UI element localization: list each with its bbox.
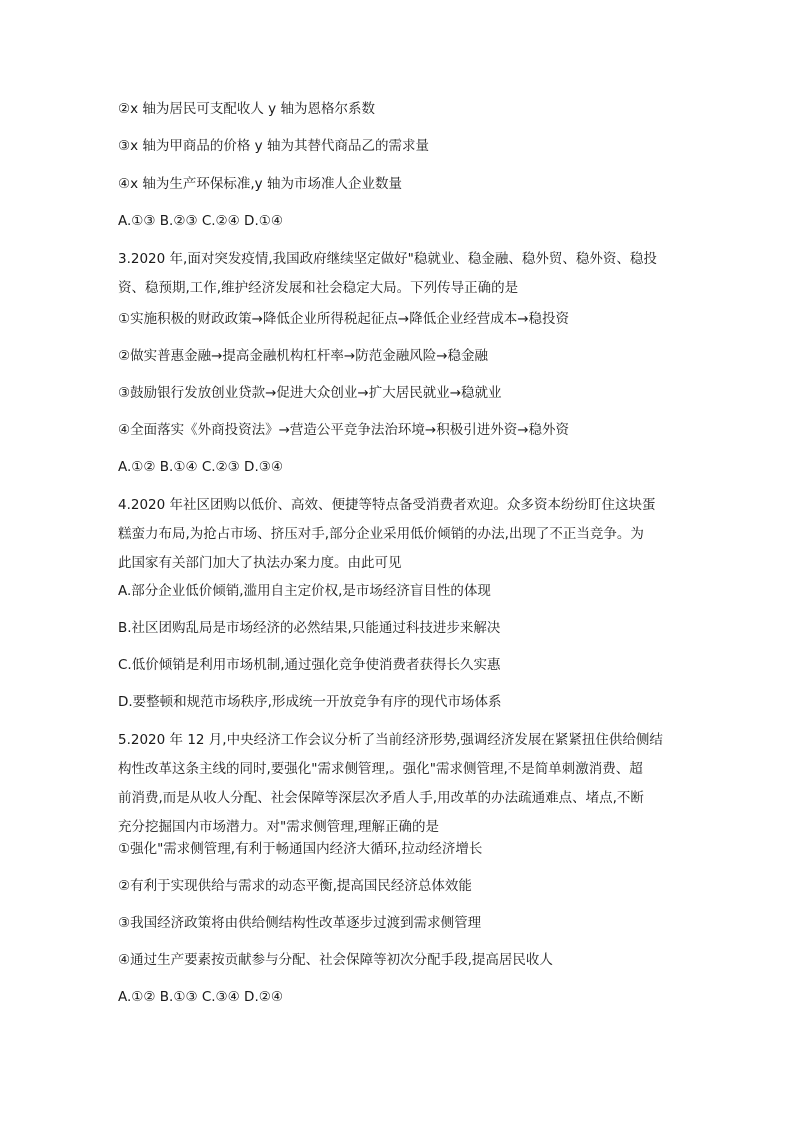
q3-stem bbox=[118, 245, 684, 303]
q5-option-2: ②有利于实现供给与需求的动态平衡,提高国民经济总体效能 bbox=[118, 878, 472, 894]
q3-option-2: ②做实普惠金融→提高金融机构杠杆率→防范金融风险→稳金融 bbox=[118, 348, 489, 364]
q2-answer-choices: A.①③ B.②③ C.②④ D.①④ bbox=[118, 213, 283, 229]
q2-option-2: ②x 轴为居民可支配收人 y 轴为恩格尔系数 bbox=[118, 101, 375, 117]
q4-option-d: D.要整顿和规范市场秩序,形成统一开放竞争有序的现代市场体系 bbox=[118, 694, 502, 710]
q5-stem-line: 前消费,而是从收人分配、社会保障等深层次矛盾人手,用改革的办法疏通难点、堵点,不断 bbox=[118, 790, 644, 806]
q5-stem-line: 构性改革这条主线的同时,要强化"需求侧管理,。强化"需求侧管理,不是简单刺激消费、超 bbox=[118, 761, 643, 777]
q5-stem-line: 充分挖掘国内市场潜力。对"需求侧管理,理解正确的是 bbox=[118, 819, 440, 835]
q4-stem-line: 4.2020 年社区团购以低价、高效、便捷等特点备受消费者欢迎。众多资本纷纷盯住这块蛋 bbox=[118, 497, 656, 513]
q3-stem-line: 资、稳预期,工作,维护经济发展和社会稳定大局。下列传导正确的是 bbox=[118, 280, 519, 296]
q4-stem-line: 糕蛮力布局,为抢占市场、挤压对手,部分企业采用低价倾销的办法,出现了不正当竞争。为 bbox=[118, 526, 644, 542]
q5-stem bbox=[118, 726, 684, 842]
q3-option-4: ④全面落实《外商投资法》→营造公平竞争法治环境→积极引进外资→稳外资 bbox=[118, 422, 570, 438]
q5-option-1: ①强化"需求侧管理,有利于畅通国内经济大循环,拉动经济增长 bbox=[118, 841, 483, 857]
q4-option-a: A.部分企业低价倾销,滥用自主定价权,是市场经济盲目性的体现 bbox=[118, 583, 491, 599]
q3-option-1: ①实施积极的财政政策→降低企业所得税起征点→降低企业经营成本→稳投资 bbox=[118, 311, 570, 327]
q4-option-b: B.社区团购乱局是市场经济的必然结果,只能通过科技进步来解决 bbox=[118, 620, 501, 636]
q5-option-3: ③我国经济政策将由供给侧结构性改革逐步过渡到需求侧管理 bbox=[118, 915, 482, 931]
q4-option-c: C.低价倾销是利用市场机制,通过强化竞争使消费者获得长久实惠 bbox=[118, 657, 501, 673]
q3-stem-line: 3.2020 年,面对突发疫情,我国政府继续坚定做好"稳就业、稳金融、稳外贸、稳外资、稳投 bbox=[118, 251, 657, 267]
q5-option-4: ④通过生产要素按贡献参与分配、社会保障等初次分配手段,提高居民收人 bbox=[118, 952, 553, 968]
q3-option-3: ③鼓励银行发放创业贷款→促进大众创业→扩大居民就业→稳就业 bbox=[118, 385, 502, 401]
q3-answer-choices: A.①② B.①④ C.②③ D.③④ bbox=[118, 459, 283, 475]
q4-stem bbox=[118, 491, 684, 578]
q5-stem-line: 5.2020 年 12 月,中央经济工作会议分析了当前经济形势,强调经济发展在紧紧扭住供给侧结 bbox=[118, 732, 663, 748]
q2-option-3: ③x 轴为甲商品的价格 y 轴为其替代商品乙的需求量 bbox=[118, 138, 429, 154]
q4-stem-line: 此国家有关部门加大了执法办案力度。由此可见 bbox=[118, 555, 402, 571]
q2-option-4: ④x 轴为生产环保标准,y 轴为市场准人企业数量 bbox=[118, 176, 402, 192]
q5-answer-choices: A.①② B.①③ C.③④ D.②④ bbox=[118, 989, 283, 1005]
